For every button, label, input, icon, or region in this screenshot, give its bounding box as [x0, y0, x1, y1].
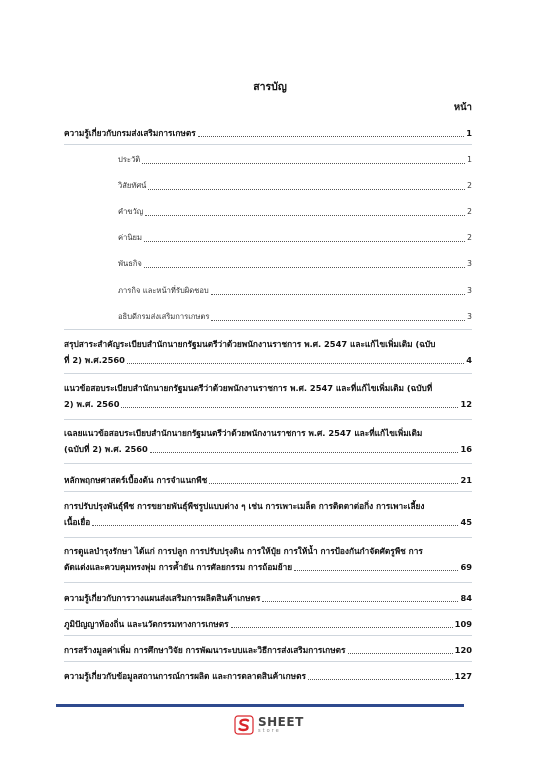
toc-subentry[interactable]: [118, 152, 472, 168]
toc-subentry[interactable]: [118, 204, 472, 220]
toc-entry-text: คำขวัญ: [118, 207, 144, 216]
toc-entry-page: 109: [454, 619, 472, 629]
leader-dots: [144, 241, 465, 242]
leader-dots: [150, 452, 459, 453]
toc-subentry[interactable]: [118, 283, 472, 299]
toc-entry-text-line1: แนวข้อสอบระเบียบสำนักนายกรัฐมนตรีว่าด้วยพนักงานราชการ พ.ศ. 2547 และที่แก้ไขเพิ่มเติม (ฉบับที่: [64, 383, 433, 393]
toc-entry-text: ความรู้เกี่ยวกับการวางแผนส่งเสริมการผลิตสินค้าเกษตร: [64, 593, 261, 603]
toc-entry-page: 2: [467, 207, 472, 216]
toc-entry-text: ภูมิปัญญาท้องถิ่น และนวัตกรรมทางการเกษตร: [64, 619, 229, 629]
toc-entry-text-line1: เฉลยแนวข้อสอบระเบียบสำนักนายกรัฐมนตรีว่าด้วยพนักงานราชการ พ.ศ. 2547 และที่แก้ไขเพิ่มเติม: [64, 428, 423, 438]
leader-dots: [142, 163, 465, 164]
divider: [64, 463, 472, 464]
footer-bar: [56, 704, 464, 707]
toc-entry-text: (ฉบับที่ 2) พ.ศ. 2560: [64, 444, 148, 454]
divider: [64, 609, 472, 610]
toc-entry-text: ภารกิจ และหน้าที่รับผิดชอบ: [118, 286, 209, 295]
leader-dots: [211, 294, 465, 295]
toc-entry[interactable]: [64, 380, 472, 412]
toc-entry[interactable]: [64, 642, 472, 658]
toc-entry-page: 3: [467, 286, 472, 295]
toc-subentry[interactable]: [118, 230, 472, 246]
toc-entry-page: 84: [460, 593, 472, 603]
divider: [64, 373, 472, 374]
leader-dots: [121, 407, 458, 408]
leader-dots: [209, 483, 458, 484]
toc-entry-page: 2: [467, 181, 472, 190]
toc-entry-text: การสร้างมูลค่าเพิ่ม การศึกษาวิจัย การพัฒนาระบบและวิธีการส่งเสริมการเกษตร: [64, 645, 346, 655]
toc-entry-text-line1: การปรับปรุงพันธุ์พืช การขยายพันธุ์พืชรูปแบบต่าง ๆ เช่น การเพาะเมล็ด การติดตาต่อกิ่ง การเพาะเลี้ยง: [64, 501, 425, 511]
toc-entry-page: 127: [454, 671, 472, 681]
leader-dots: [127, 363, 464, 364]
toc-entry-page: 69: [460, 562, 472, 572]
leader-dots: [198, 136, 465, 137]
toc-subentry[interactable]: [118, 178, 472, 194]
leader-dots: [145, 215, 465, 216]
divider: [64, 582, 472, 583]
sheet-store-logo-icon: [234, 715, 254, 735]
toc-subentry[interactable]: [118, 309, 472, 325]
toc-subentry[interactable]: [118, 256, 472, 272]
divider: [64, 329, 472, 330]
toc-entry[interactable]: [64, 336, 472, 368]
toc-entry-page: 16: [460, 444, 472, 454]
toc-entry-text: ที่ 2) พ.ศ.2560: [64, 355, 125, 365]
toc-entry-text: ความรู้เกี่ยวกับข้อมูลสถานการณ์การผลิต และการตลาดสินค้าเกษตร: [64, 671, 306, 681]
divider: [64, 419, 472, 420]
toc-entry-page: 12: [460, 399, 472, 409]
toc-entry-page: 2: [467, 233, 472, 242]
divider: [64, 144, 472, 145]
toc-entry[interactable]: [64, 425, 472, 457]
toc-entry[interactable]: [64, 498, 472, 530]
divider: [64, 491, 472, 492]
toc-entry[interactable]: [64, 668, 472, 684]
toc-entry-text: 2) พ.ศ. 2560: [64, 399, 120, 409]
toc-entry-text: วิสัยทัศน์: [118, 181, 147, 190]
toc-entry-page: 45: [460, 517, 472, 527]
toc-entry-text-line1: สรุปสาระสำคัญระเบียบสำนักนายกรัฐมนตรีว่าด้วยพนักงานราชการ พ.ศ. 2547 และแก้ไขเพิ่มเติม (ฉบับ: [64, 339, 436, 349]
toc-entry-page: 1: [466, 128, 472, 138]
page-column-header: หน้า: [453, 102, 472, 113]
leader-dots: [262, 601, 458, 602]
toc-entry-page: 4: [466, 355, 472, 365]
leader-dots: [92, 525, 458, 526]
divider: [64, 537, 472, 538]
toc-entry-text: ประวัติ: [118, 155, 141, 164]
leader-dots: [211, 320, 465, 321]
divider: [64, 635, 472, 636]
leader-dots: [294, 570, 458, 571]
toc-entry-text: ตัดแต่งและควบคุมทรงพุ่ม การค้ำยัน การศัลยกรรม การถ้อมย้าย: [64, 562, 293, 572]
toc-entry-text-line1: การดูแลบำรุงรักษา ได้แก่ การปลูก การปรับปรุงดิน การให้ปุ๋ย การให้น้ำ การป้องกันกำจัดศัตรูพืช การ: [64, 546, 423, 556]
toc-entry-text: พันธกิจ: [118, 259, 142, 268]
toc-entry-text: อธิบดีกรมส่งเสริมการเกษตร: [118, 312, 210, 321]
toc-entry-page: 120: [454, 645, 472, 655]
toc-entry-page: 3: [467, 259, 472, 268]
toc-entry[interactable]: [64, 590, 472, 606]
leader-dots: [144, 267, 465, 268]
toc-entry-page: 21: [460, 475, 472, 485]
sheet-store-logo: [234, 715, 304, 735]
logo-sub: store: [258, 728, 281, 734]
toc-entry-text: หลักพฤกษศาสตร์เบื้องต้น การจำแนกพืช: [64, 475, 208, 485]
toc-entry-page: 1: [467, 155, 472, 164]
leader-dots: [231, 627, 453, 628]
toc-entry[interactable]: [64, 543, 472, 575]
logo-word: SHEET: [258, 715, 304, 729]
toc-entry[interactable]: [64, 472, 472, 488]
toc-entry[interactable]: [64, 125, 472, 141]
toc-title: สารบัญ: [253, 81, 287, 93]
toc-entry-text: เนื้อเยื่อ: [64, 517, 91, 527]
leader-dots: [308, 679, 453, 680]
leader-dots: [148, 189, 465, 190]
divider: [64, 661, 472, 662]
toc-entry-text: ความรู้เกี่ยวกับกรมส่งเสริมการเกษตร: [64, 128, 196, 138]
toc-entry[interactable]: [64, 616, 472, 632]
leader-dots: [348, 653, 453, 654]
toc-entry-page: 3: [467, 312, 472, 321]
toc-entry-text: ค่านิยม: [118, 233, 142, 242]
